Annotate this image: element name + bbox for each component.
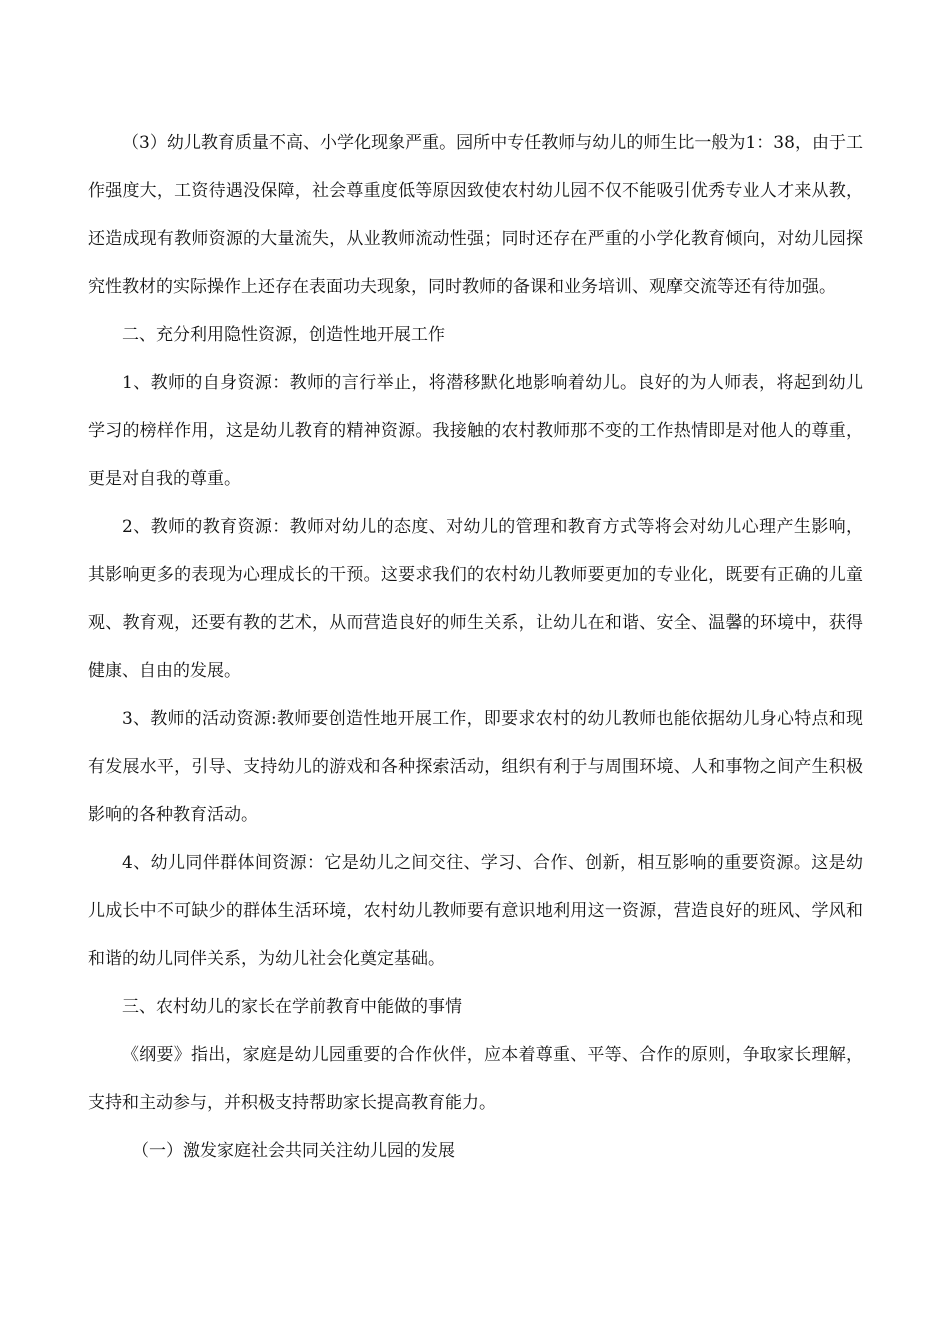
paragraph-teacher-education-resources: 2、教师的教育资源：教师对幼儿的态度、对幼儿的管理和教育方式等将会对幼儿心理产生影响，其影响更多的表现为心理成长的干预。这要求我们的农村幼儿教师要更加的专业化，既要有正确的儿童观、教育观，还要有教的艺术，从而营造良好的师生关系，让幼儿在和谐、安全、温馨的环境中，获得健康、自由的发展。 [88, 517, 863, 681]
paragraph-quality-issues: （3）幼儿教育质量不高、小学化现象严重。园所中专任教师与幼儿的师生比一般为1：38，由于工作强度大，工资待遇没保障，社会尊重度低等原因致使农村幼儿园不仅不能吸引优秀专业人才来从教，还造成现有教师资源的大量流失，从业教师流动性强；同时还存在严重的小学化教育倾向，对幼儿园探究性教材的实际操作上还存在表面功夫现象，同时教师的备课和业务培训、观摩交流等还有待加强。 [88, 133, 863, 297]
paragraph-teacher-activity-resources: 3、教师的活动资源:教师要创造性地开展工作，即要求农村的幼儿教师也能依据幼儿身心特点和现有发展水平，引导、支持幼儿的游戏和各种探索活动，组织有利于与周围环境、人和事物之间产生积极影响的各种教育活动。 [88, 709, 863, 825]
document-body [88, 119, 863, 1175]
section-heading-three: 三、农村幼儿的家长在学前教育中能做的事情 [122, 997, 462, 1017]
paragraph-peer-group-resources: 4、幼儿同伴群体间资源：它是幼儿之间交往、学习、合作、创新，相互影响的重要资源。这是幼儿成长中不可缺少的群体生活环境，农村幼儿教师要有意识地利用这一资源，营造良好的班风、学风和和谐的幼儿同伴关系，为幼儿社会化奠定基础。 [88, 853, 863, 969]
subsection-heading-one: （一）激发家庭社会共同关注幼儿园的发展 [132, 1141, 455, 1161]
section-heading-two: 二、充分利用隐性资源，创造性地开展工作 [122, 325, 445, 345]
paragraph-teacher-self-resources: 1、教师的自身资源：教师的言行举止，将潜移默化地影响着幼儿。良好的为人师表，将起到幼儿学习的榜样作用，这是幼儿教育的精神资源。我接触的农村教师那不变的工作热情即是对他人的尊重，更是对自我的尊重。 [88, 373, 863, 489]
paragraph-outline-quote: 《纲要》指出，家庭是幼儿园重要的合作伙伴，应本着尊重、平等、合作的原则，争取家长理解，支持和主动参与，并积极支持帮助家长提高教育能力。 [88, 1045, 863, 1113]
